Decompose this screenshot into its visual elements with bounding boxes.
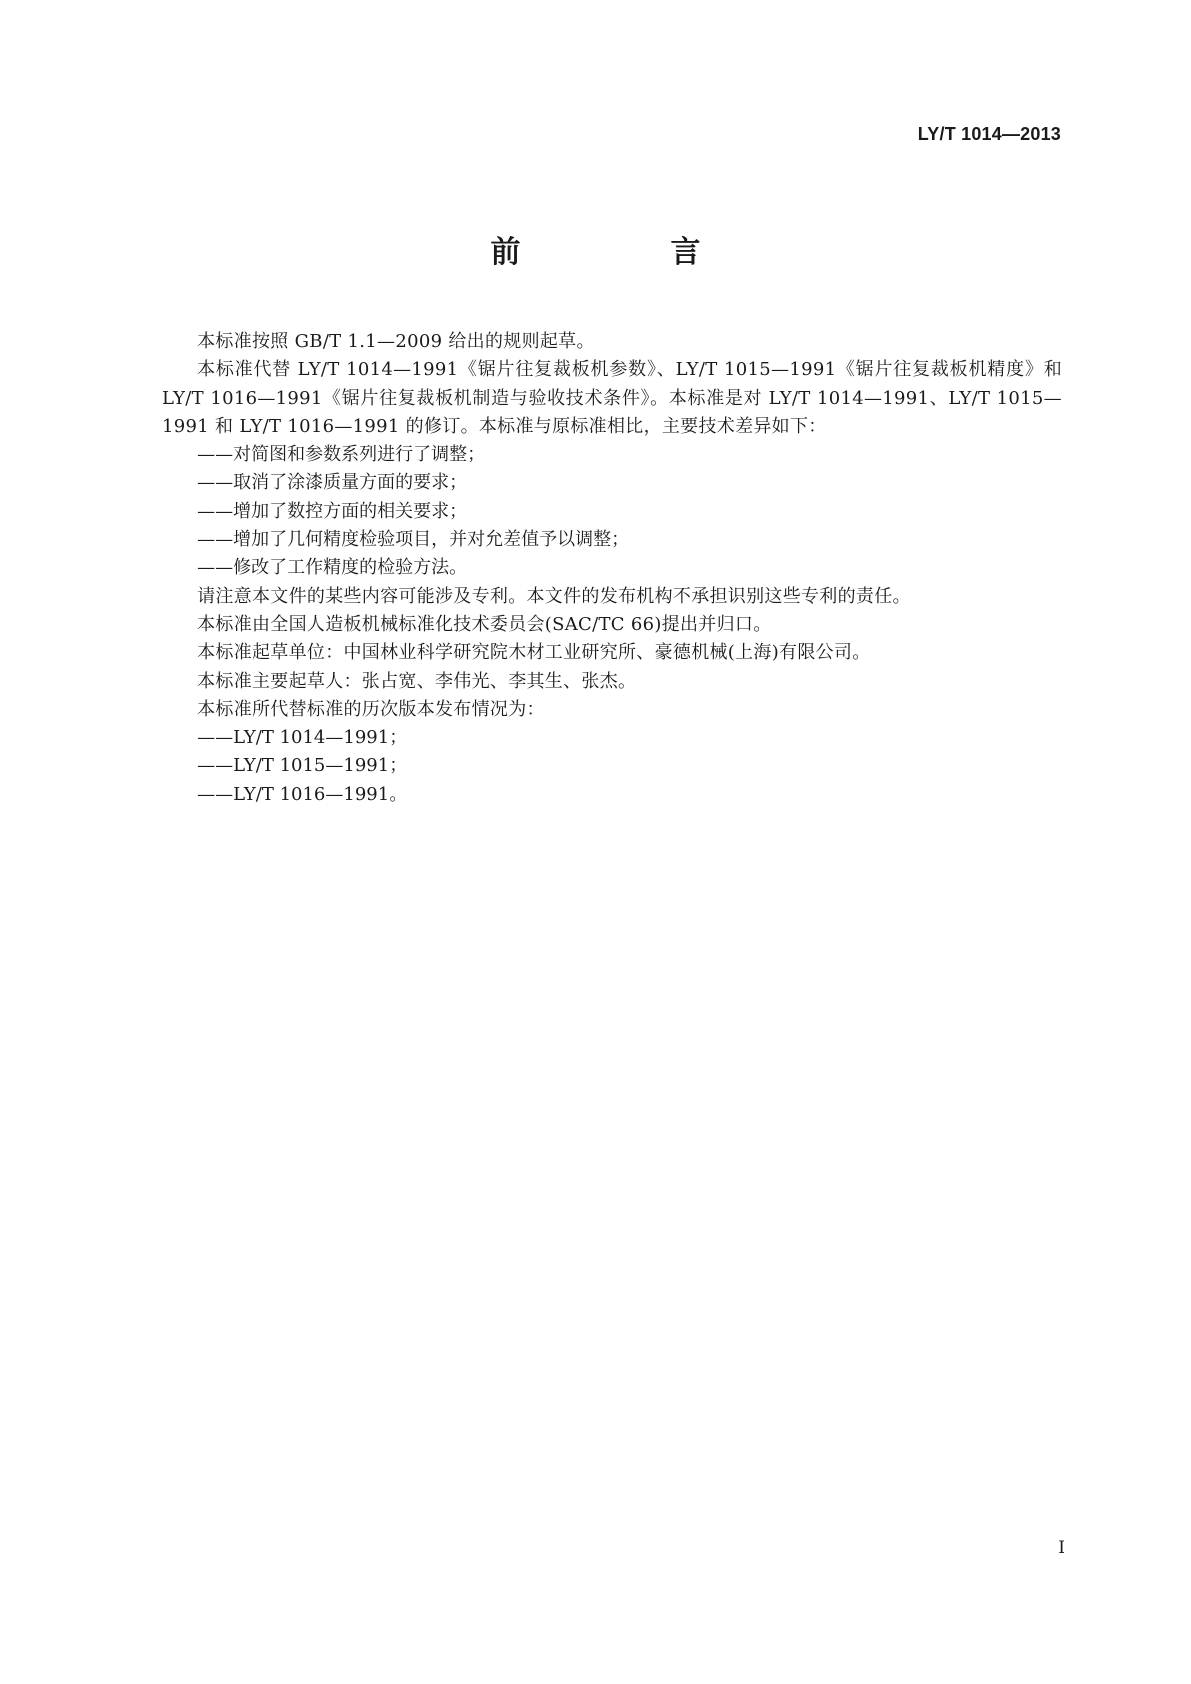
- paragraph-drafting-units: 本标准起草单位：中国林业科学研究院木材工业研究所、豪德机械(上海)有限公司。: [197, 642, 871, 664]
- previous-version-item: ——LY/T 1014—1991；: [197, 727, 408, 749]
- difference-item: ——增加了数控方面的相关要求；: [197, 500, 468, 522]
- paragraph-drafting-rules: 本标准按照 GB/T 1.1—2009 给出的规则起草。: [197, 331, 595, 352]
- paragraph-drafters: 本标准主要起草人：张占宽、李伟光、李其生、张杰。: [197, 670, 637, 692]
- paragraph-replacement: 本标准代替 LY/T 1014—1991《锯片往复裁板机参数》、LY/T 1015—1991《锯片往复裁板机精度》和 LY/T 1016—1991《锯片往复裁板机制造与验收技术条件》。本标准是对 LY/T 1014—1991、LY/T 1015—1991 和 LY/T 1016—1991 的修订。本标准与原标准相比，主要技术差异如下：: [162, 359, 1062, 437]
- page-number: I: [1058, 1538, 1065, 1558]
- difference-item: ——对简图和参数系列进行了调整；: [197, 444, 486, 466]
- previous-version-item: ——LY/T 1016—1991。: [197, 783, 408, 805]
- difference-item: ——取消了涂漆质量方面的要求；: [197, 472, 468, 494]
- document-body: [162, 328, 1062, 809]
- standard-code-header: LY/T 1014—2013: [917, 124, 1061, 144]
- difference-item: ——增加了几何精度检验项目，并对允差值予以调整；: [197, 529, 630, 551]
- page-title: 前 言: [490, 235, 761, 270]
- paragraph-version-history: 本标准所代替标准的历次版本发布情况为：: [197, 698, 545, 720]
- difference-item: ——修改了工作精度的检验方法。: [197, 557, 468, 579]
- paragraph-proposer: 本标准由全国人造板机械标准化技术委员会(SAC/TC 66)提出并归口。: [197, 613, 772, 635]
- previous-version-item: ——LY/T 1015—1991；: [197, 755, 408, 777]
- paragraph-patent-notice: 请注意本文件的某些内容可能涉及专利。本文件的发布机构不承担识别这些专利的责任。: [197, 585, 911, 607]
